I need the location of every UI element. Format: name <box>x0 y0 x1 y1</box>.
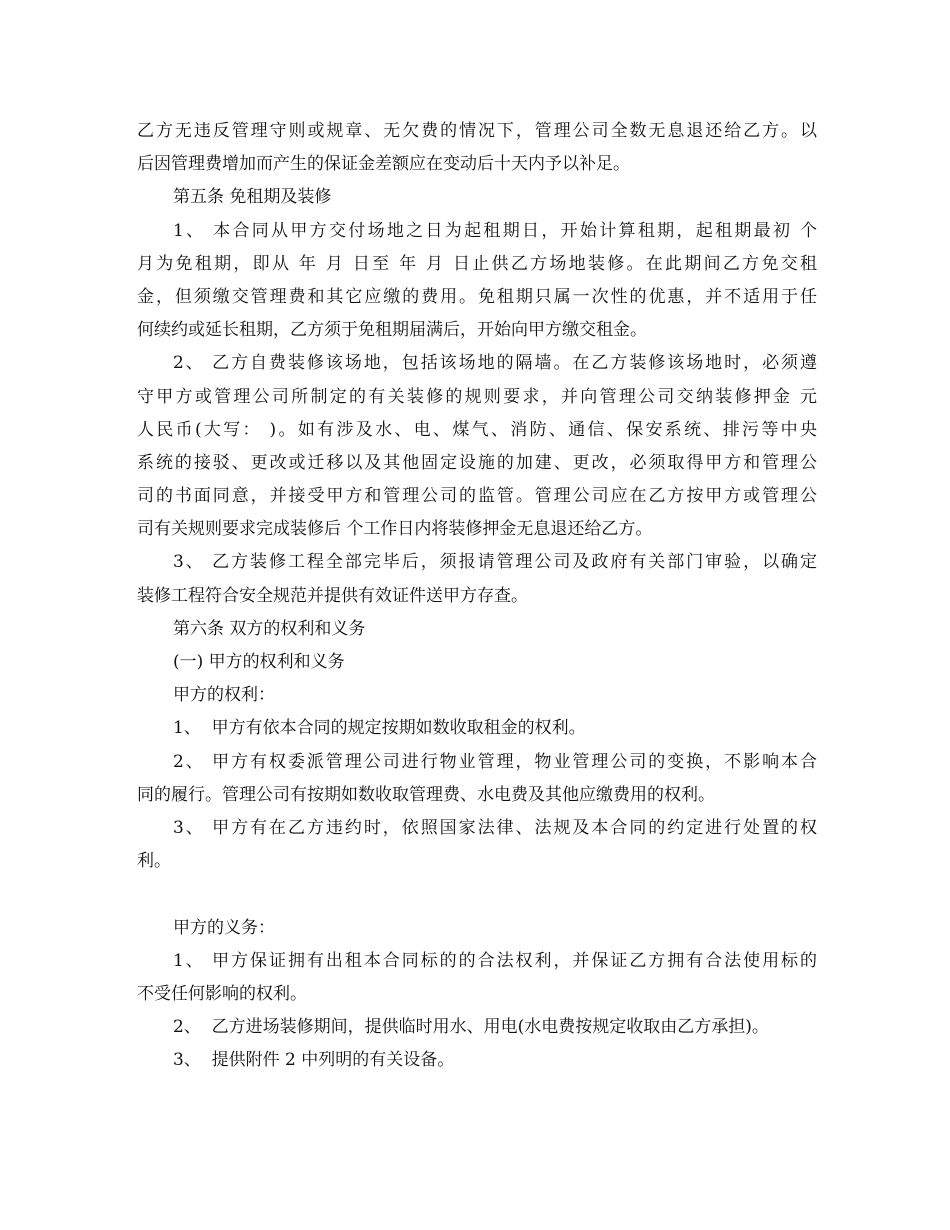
subsection-label: 甲方的权利： <box>173 685 275 706</box>
blank-line <box>137 878 817 911</box>
paragraph-line: 司有关规则要求完成装修后 个工作日内将装修押金无息退还给乙方。 <box>137 519 653 540</box>
paragraph-line: 司的书面同意，并接受甲方和管理公司的监管。管理公司应在乙方按甲方或管理公 <box>137 486 817 507</box>
paragraph-line: 3、 提供附件 2 中列明的有关设备。 <box>173 1050 455 1071</box>
paragraph-line: 后因管理费增加而产生的保证金差额应在变动后十天内予以补足。 <box>137 154 630 175</box>
paragraph-line: 2、 乙方进场装修期间，提供临时用水、用电(水电费按规定收取由乙方承担)。 <box>173 1017 769 1038</box>
paragraph-line: 1、 本合同从甲方交付场地之日为起租期日，开始计算租期，起租期最初 个 <box>173 220 817 241</box>
section-heading: 第六条 双方的权利和义务 <box>173 618 366 639</box>
section-heading: 第五条 免租期及装修 <box>173 187 332 208</box>
paragraph-line: 系统的接驳、更改或迁移以及其他固定设施的加建、更改，必须取得甲方和管理公 <box>137 452 817 473</box>
paragraph-line: 装修工程符合安全规范并提供有效证件送甲方存查。 <box>137 585 528 606</box>
paragraph-line: 2、 乙方自费装修该场地，包括该场地的隔墙。在乙方装修该场地时，必须遵 <box>173 353 817 374</box>
paragraph-line: 1、 甲方保证拥有出租本合同标的的合法权利，并保证乙方拥有合法使用标的 <box>173 950 817 971</box>
paragraph-line: 何续约或延长租期，乙方须于免租期届满后，开始向甲方缴交租金。 <box>137 320 647 341</box>
paragraph-line: 守甲方或管理公司所制定的有关装修的规则要求，并向管理公司交纳装修押金 元 <box>137 386 817 407</box>
paragraph-line: 2、 甲方有权委派管理公司进行物业管理，物业管理公司的变换，不影响本合 <box>173 751 817 772</box>
subsection-heading: (一) 甲方的权利和义务 <box>173 652 345 672</box>
document-body <box>137 115 817 1077</box>
subsection-label: 甲方的义务： <box>173 917 275 938</box>
paragraph-line: 月为免租期，即从 年 月 日至 年 月 日止供乙方场地装修。在此期间乙方免交租 <box>137 253 817 274</box>
paragraph-line: 利。 <box>137 851 171 872</box>
paragraph-line: 不受任何影响的权利。 <box>137 983 307 1004</box>
paragraph-line: 金，但须缴交管理费和其它应缴的费用。免租期只属一次性的优惠，并不适用于任 <box>137 286 817 307</box>
paragraph-line: 3、 甲方有在乙方违约时，依照国家法律、法规及本合同的约定进行处置的权 <box>173 817 817 838</box>
paragraph-line: 乙方无违反管理守则或规章、无欠费的情况下，管理公司全数无息退还给乙方。以 <box>137 121 817 141</box>
paragraph-line: 1、 甲方有依本合同的规定按期如数收取租金的权利。 <box>173 718 586 739</box>
paragraph-line: 3、 乙方装修工程全部完毕后，须报请管理公司及政府有关部门审验，以确定 <box>173 552 817 573</box>
paragraph-line: 人民币(大写： )。如有涉及水、电、煤气、消防、通信、保安系统、排污等中央 <box>137 419 817 440</box>
paragraph-line: 同的履行。管理公司有按期如数收取管理费、水电费及其他应缴费用的权利。 <box>137 784 715 805</box>
